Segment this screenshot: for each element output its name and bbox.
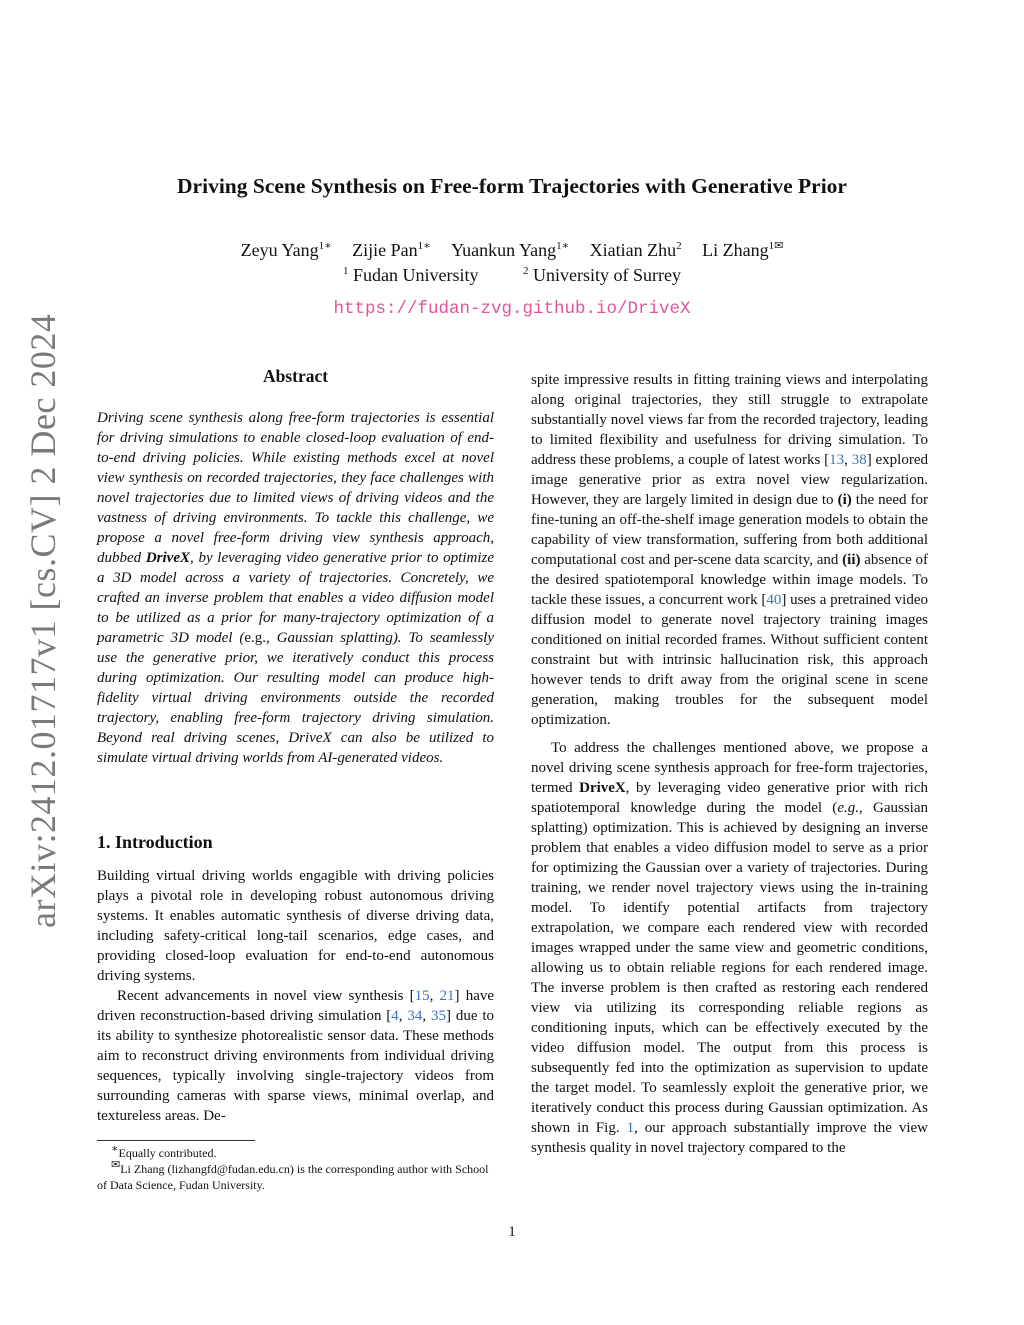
author: Li Zhang$^{1✉}$ bbox=[702, 240, 784, 260]
footnotes bbox=[97, 1145, 494, 1193]
introduction-heading: 1. Introduction bbox=[97, 832, 213, 852]
intro-paragraph: Recent advancements in novel view synthesis [15, 21] have driven reconstruction-based driving simulation [4, 34, 35] due to its ability to synthesize photorealistic sensor data. These methods aim to reconstruct driving environments from individual driving sequences, typically involving single-trajectory videos from surrounding cameras with sparse views, minimal overlap, and textureless areas. De- bbox=[97, 988, 495, 1124]
abstract-text: Driving scene synthesis along free-form trajectories is essential for driving simulations to enable closed-loop evaluation of end-to-end driving policies. While existing methods excel at novel view synthesis on recorded trajectories, they face challenges with novel trajectories due to limited views of driving videos and the vastness of driving environments. To tackle this challenge, we propose a novel free-form driving view synthesis approach, dubbed DriveX, by leveraging video generative prior to optimize a 3D model across a variety of trajectories. Concretely, we crafted an inverse problem that enables a video diffusion model to be utilized as a prior for many-trajectory optimization of a parametric 3D model (e.g., Gaussian splatting). To seamlessly use the generative prior, we iteratively conduct this process during optimization. Our resulting model can produce high-fidelity virtual driving environments outside the recorded trajectory, enabling free-form trajectory driving simulation. Beyond real driving scenes, DriveX can also be utilized to simulate virtual driving worlds from AI-generated videos. bbox=[97, 410, 495, 766]
author-list bbox=[0, 240, 1024, 261]
affiliation: $^2$ University of Surrey bbox=[523, 265, 681, 285]
citation-link[interactable]: 38 bbox=[851, 452, 867, 468]
intro-paragraph: Building virtual driving worlds engagible with driving policies plays a pivotal role in developing robust autonomous driving systems. It enables automatic synthesis of diverse driving data, including safety-critical long-tail scenarios, edge cases, and providing closed-loop evaluation for end-to-end autonomous driving systems. bbox=[97, 868, 494, 984]
arxiv-identifier: arXiv:2412.01717v1 [cs.CV] 2 Dec 2024 bbox=[23, 313, 63, 928]
page-number: 1 bbox=[508, 1224, 516, 1240]
citation-link[interactable]: 35 bbox=[430, 1008, 446, 1024]
figure-reference-link[interactable]: 1 bbox=[626, 1120, 635, 1136]
citation-link[interactable]: 4 bbox=[391, 1008, 399, 1024]
right-column bbox=[531, 370, 928, 1158]
author: Xiatian Zhu$^2$ bbox=[589, 240, 682, 260]
citation-link[interactable]: 34 bbox=[407, 1008, 423, 1024]
author: Zeyu Yang$^{1∗}$ bbox=[240, 240, 332, 260]
body-paragraph: spite impressive results in fitting training views and interpolating along original trajectories, they still struggle to extrapolate substantially novel views far from the recorded trajectory, leading to limited flexibility and usefulness for driving simulation. To address these problems, a couple of latest works [13, 38] explored image generative prior as extra novel view regularization. However, they are largely limited in design due to (i) the need for fine-tuning an off-the-shelf image generation models to obtain the capability of view transformation, suffering from both additional computational cost and per-scene data scarcity, and (ii) absence of the desired spatiotemporal knowledge within image models. To tackle these issues, a concurrent work [40] uses a pretrained video diffusion model to generate novel trajectory training images conditioned on initial recorded frames. Without sufficient content constraint but with intrinsic hallucination risk, this approach however tends to drift away from the original scene in scene generation, making troubles for the subsequent model optimization. bbox=[531, 372, 929, 728]
footnote: ∗Equally contributed. bbox=[111, 1143, 217, 1160]
author: Yuankun Yang$^{1∗}$ bbox=[451, 240, 570, 260]
left-column bbox=[97, 366, 495, 1192]
citation-link[interactable]: 13 bbox=[829, 452, 845, 468]
paper-title: Driving Scene Synthesis on Free-form Trajectories with Generative Prior bbox=[177, 174, 847, 198]
project-url-link[interactable]: https://fudan-zvg.github.io/DriveX bbox=[333, 299, 691, 319]
affiliation: $^1$ Fudan University bbox=[343, 265, 479, 285]
footnote-divider bbox=[97, 1140, 255, 1141]
abstract-heading: Abstract bbox=[262, 366, 329, 386]
footnote: ✉Li Zhang (lizhangfd@fudan.edu.cn) is the corresponding author with School of Data Science, Fudan University. bbox=[97, 1159, 489, 1192]
author: Zijie Pan$^{1∗}$ bbox=[352, 240, 431, 260]
citation-link[interactable]: 21 bbox=[439, 988, 455, 1004]
body-paragraph: To address the challenges mentioned above, we propose a novel driving scene synthesis approach for free-form trajectories, termed DriveX, by leveraging video generative prior with rich spatiotemporal knowledge during the model (e.g., Gaussian splatting) optimization. This is achieved by designing an inverse problem that enables a video diffusion model to serve as a prior for optimizing the Gaussian over a variety of trajectories. During training, we render novel trajectory views using the in-training model. To identify potential artifacts from trajectory extrapolation, we compare each rendered view with recorded images wrapped under the same view and geometric conditions, allowing us to obtain reliable regions for each rendered image. The inverse problem is then crafted as restoring each rendered view via utilizing its corresponding reliable regions as conditioning inputs, which can be effectively executed by the video diffusion model. The output from this process is subsequently fed into the optimization as supervision to update the target model. To seamlessly exploit the generative prior, we iteratively conduct this process during Gaussian optimization. As shown in Fig. 1, our approach substantially improve the view synthesis quality in novel trajectory compared to the bbox=[531, 740, 928, 1156]
citation-link[interactable]: 15 bbox=[414, 988, 430, 1004]
citation-link[interactable]: 40 bbox=[766, 592, 782, 608]
affiliation-list bbox=[0, 265, 1024, 286]
